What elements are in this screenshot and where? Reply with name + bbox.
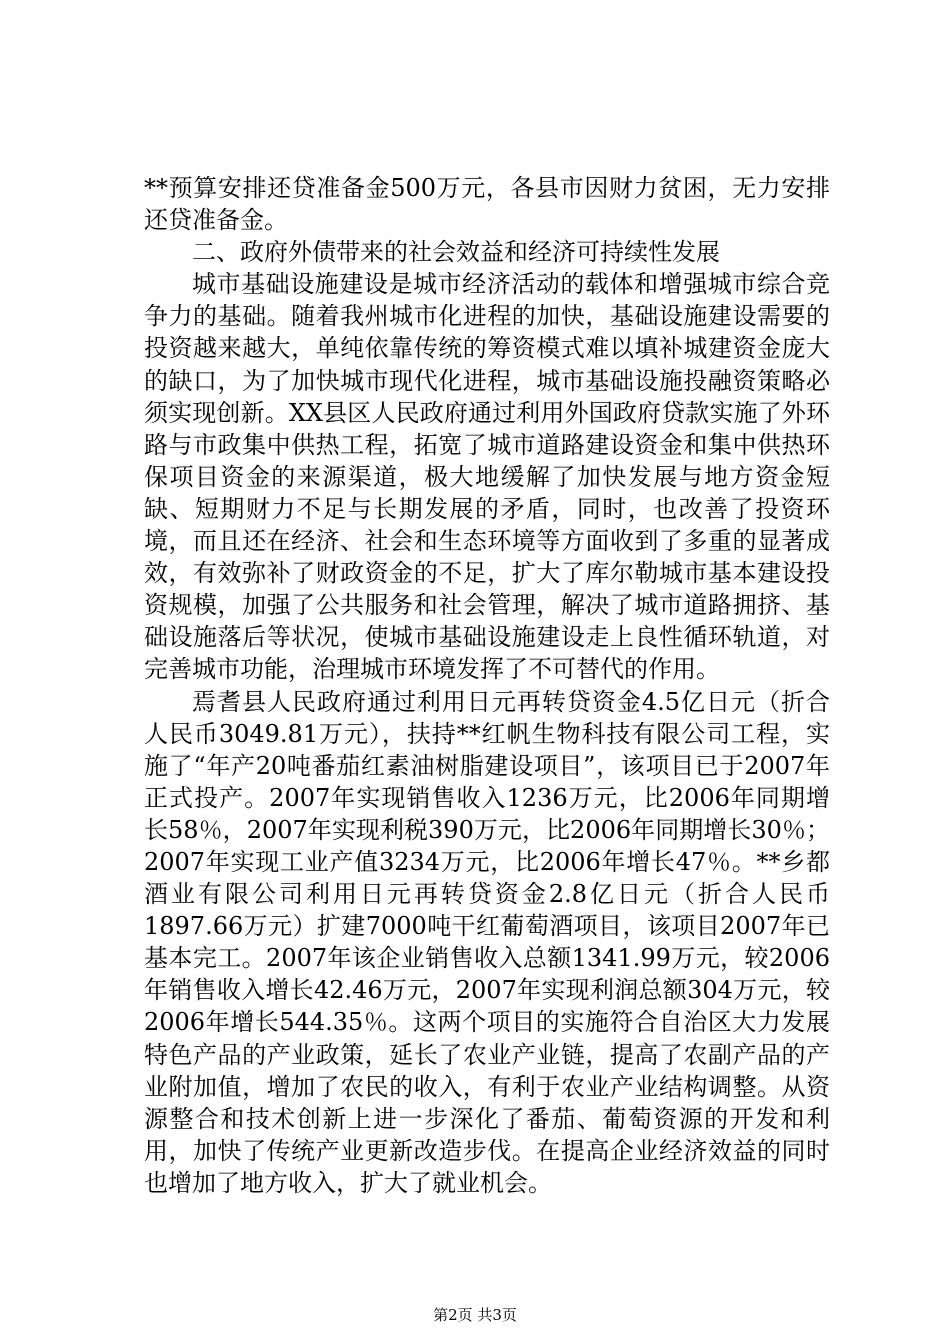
paragraph-yanqi-projects: 焉耆县人民政府通过利用日元再转贷资金4.5亿日元（折合人民币3049.81万元），扶持**红帆生物科技有限公司工程，实施了“年产20吨番茄红素油树脂建设项目”，该项目已于2007年正式投产。2007年实现销售收入1236万元，比2006年同期增长58％，2007年实现利税390万元，比2006年同期增长30％；2007年实现工业产值3234万元，比2006年增长47％。**乡都酒业有限公司利用日元再转贷资金2.8亿日元（折合人民币1897.66万元）扩建7000吨干红葡萄酒项目，该项目2007年已基本完工。2007年该企业销售收入总额1341.99万元，较2006年销售收入增长42.46万元，2007年实现利润总额304万元，较2006年增长544.35％。这两个项目的实施符合自治区大力发展特色产品的产业政策，延长了农业产业链，提高了农副产品的产业附加值，增加了农民的收入，有利于农业产业结构调整。从资源整合和技术创新上进一步深化了番茄、葡萄资源的开发和利用，加快了传统产业更新改造步伐。在提高企业经济效益的同时也增加了地方收入，扩大了就业机会。 bbox=[144, 687, 830, 1197]
page-number-footer: 第2页 共3页 bbox=[433, 1306, 517, 1324]
document-body bbox=[144, 172, 830, 1199]
paragraph-urban-infrastructure: 城市基础设施建设是城市经济活动的载体和增强城市综合竞争力的基础。随着我州城市化进程的加快，基础设施建设需要的投资越来越大，单纯依靠传统的筹资模式难以填补城建资金庞大的缺口，为了加快城市现代化进程，城市基础设施投融资策略必须实现创新。XX县区人民政府通过利用外国政府贷款实施了外环路与市政集中供热工程，拓宽了城市道路建设资金和集中供热环保项目资金的来源渠道，极大地缓解了加快发展与地方资金短缺、短期财力不足与长期发展的矛盾，同时，也改善了投资环境，而且还在经济、社会和生态环境等方面收到了多重的显著成效，有效弥补了财政资金的不足，扩大了库尔勒城市基本建设投资规模，加强了公共服务和社会管理，解决了城市道路拥挤、基础设施落后等状况，使城市基础设施建设走上良性循环轨道，对完善城市功能，治理城市环境发挥了不可替代的作用。 bbox=[144, 270, 830, 684]
section-heading: 二、政府外债带来的社会效益和经济可持续性发展 bbox=[192, 238, 720, 267]
paragraph-budget-continuation: **预算安排还贷准备金500万元，各县市因财力贫困，无力安排还贷准备金。 bbox=[144, 174, 830, 235]
